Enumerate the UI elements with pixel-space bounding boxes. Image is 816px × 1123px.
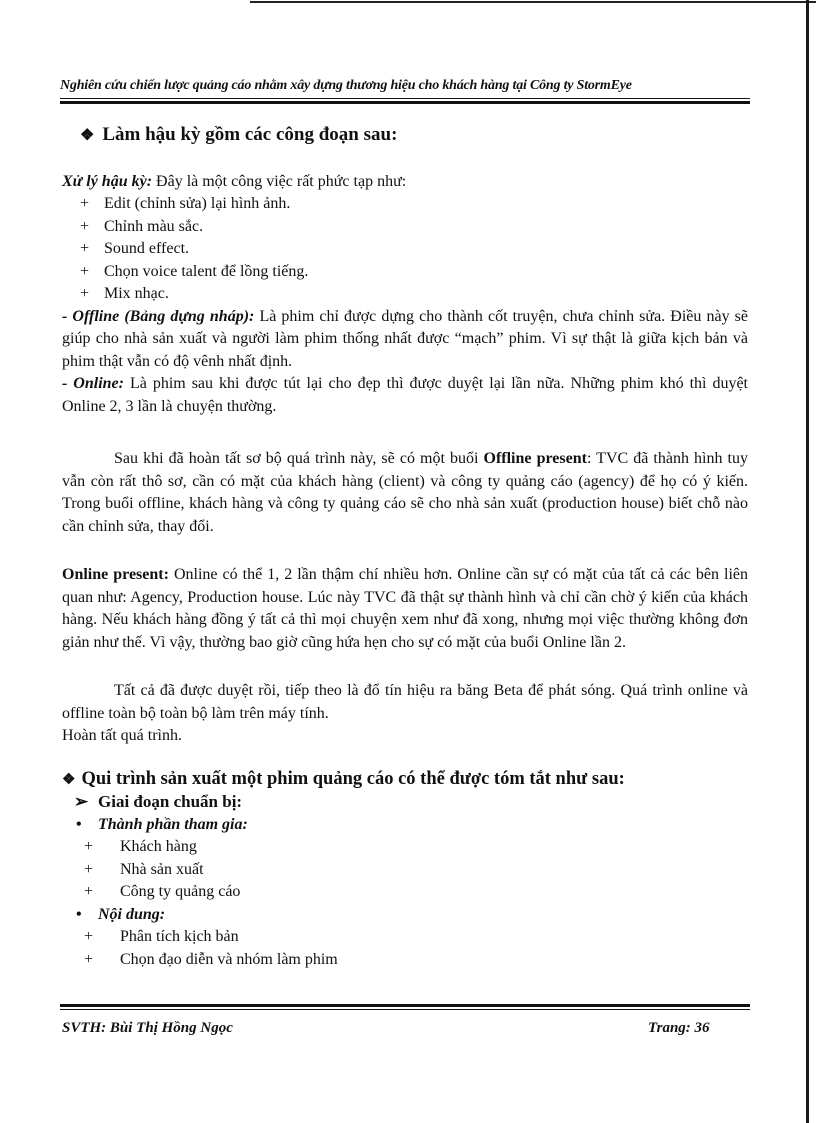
diamond-bullet-icon: ❖ <box>80 127 95 144</box>
online-label: - Online: <box>62 375 124 392</box>
participants-heading: • Thành phần tham gia: <box>62 814 748 837</box>
xu-ly-label: Xử lý hậu kỳ: <box>62 172 153 190</box>
stage-heading: ➢ Giai đoạn chuẩn bị: <box>62 791 748 814</box>
final-paragraph: Tất cả đã được duyệt rồi, tiếp theo là đổ tín hiệu ra băng Beta để phát sóng. Quá trình online và offline toàn bộ toàn bộ làm trên máy tính. <box>62 682 748 722</box>
plus-bullet-icon: + <box>80 195 90 212</box>
list-item: + Chỉnh màu sắc. <box>62 216 748 239</box>
footer-rule-thick <box>60 1004 750 1007</box>
list-item: + Edit (chỉnh sửa) lại hình ảnh. <box>62 193 748 216</box>
offline-present-paragraph: Sau khi đã hoàn tất sơ bộ quá trình này, sẽ có một buổi Offline present: TVC đã thành hình tuy vẫn còn rất thô sơ, cần có mặt của khách hàng (client) và công ty quảng cáo (agency) để họ có ý kiến. Trong buổi offline, khách hàng và công ty quảng cáo sẽ cho nhà sản xuất (production house) biết chỗ nào cần chỉnh sửa, thay đổi. <box>62 450 748 535</box>
page-body <box>62 124 748 971</box>
plus-bullet-icon: + <box>84 838 94 855</box>
final-line: Hoàn tất quá trình. <box>62 727 182 744</box>
online-paragraph: - Online: Là phim sau khi được tút lại cho đẹp thì được duyệt lại lần nữa. Những phim khó thì duyệt Online 2, 3 lần là chuyện thường. <box>62 375 748 415</box>
offline-label: - Offline (Bảng dựng nháp): <box>62 307 255 325</box>
list-item: + Công ty quảng cáo <box>62 881 748 904</box>
scan-border-right <box>806 0 809 1123</box>
page-header: Nghiên cứu chiến lược quảng cáo nhằm xây dựng thương hiệu cho khách hàng tại Công ty StormEye <box>60 78 632 93</box>
plus-bullet-icon: + <box>84 950 94 968</box>
list-item: + Chọn voice talent để lồng tiếng. <box>62 261 748 284</box>
list-item: + Chọn đạo diễn và nhóm làm phim <box>62 949 748 972</box>
footer-rule-thin <box>60 1009 750 1010</box>
diamond-bullet-icon: ❖ <box>62 771 76 788</box>
dot-bullet-icon: • <box>76 905 82 923</box>
scan-border-top <box>250 1 816 3</box>
list-item: + Phân tích kịch bản <box>62 926 748 949</box>
section1-heading: ❖ Làm hậu kỳ gồm các công đoạn sau: <box>80 124 398 145</box>
plus-bullet-icon: + <box>80 285 90 302</box>
plus-bullet-icon: + <box>80 217 90 235</box>
footer-page-number: Trang: 36 <box>648 1020 710 1036</box>
header-rule-thin <box>60 98 750 99</box>
plus-bullet-icon: + <box>84 860 94 878</box>
list-item: + Sound effect. <box>62 238 748 261</box>
footer-author: SVTH: Bùi Thị Hồng Ngọc <box>62 1020 233 1036</box>
list-item: + Nhà sản xuất <box>62 859 748 882</box>
content-heading: • Nội dung: <box>62 904 748 927</box>
plus-bullet-icon: + <box>80 262 90 280</box>
list-item: + Mix nhạc. <box>62 283 748 306</box>
dot-bullet-icon: • <box>76 815 82 833</box>
plus-bullet-icon: + <box>84 883 94 900</box>
online-present-paragraph: Online present: Online có thể 1, 2 lần thậm chí nhiều hơn. Online cần sự có mặt của tất cả các bên liên quan như: Agency, Production house. Lúc này TVC đã thật sự thành hình và chỉ cần chờ ý kiến của khách hàng. Nếu khách hàng đồng ý tất cả thì mọi chuyện xem như đã xong, nhưng mọi việc thường không đơn giản như thế. Vì vậy, thường bao giờ cũng hứa hẹn cho sự có mặt của buổi Online lần 2. <box>62 566 749 651</box>
section2-heading: ❖ Qui trình sản xuất một phim quảng cáo có thể được tóm tắt như sau: <box>62 768 625 789</box>
xu-ly-paragraph: Xử lý hậu kỳ: Đây là một công việc rất phức tạp như: <box>62 172 407 190</box>
list-item: + Khách hàng <box>62 836 748 859</box>
plus-bullet-icon: + <box>84 928 94 945</box>
header-rule-thick <box>60 101 750 104</box>
offline-paragraph: - Offline (Bảng dựng nháp): Là phim chỉ được dựng cho thành cốt truyện, chưa chỉnh sửa. Điều này sẽ giúp cho nhà sản xuất và người làm phim thống nhất được “mạch” phim. Vì sự thật là giữa kịch bản và phim thật vẫn có độ vênh nhất định. <box>62 307 748 370</box>
plus-bullet-icon: + <box>80 240 90 257</box>
arrow-bullet-icon: ➢ <box>74 792 89 811</box>
